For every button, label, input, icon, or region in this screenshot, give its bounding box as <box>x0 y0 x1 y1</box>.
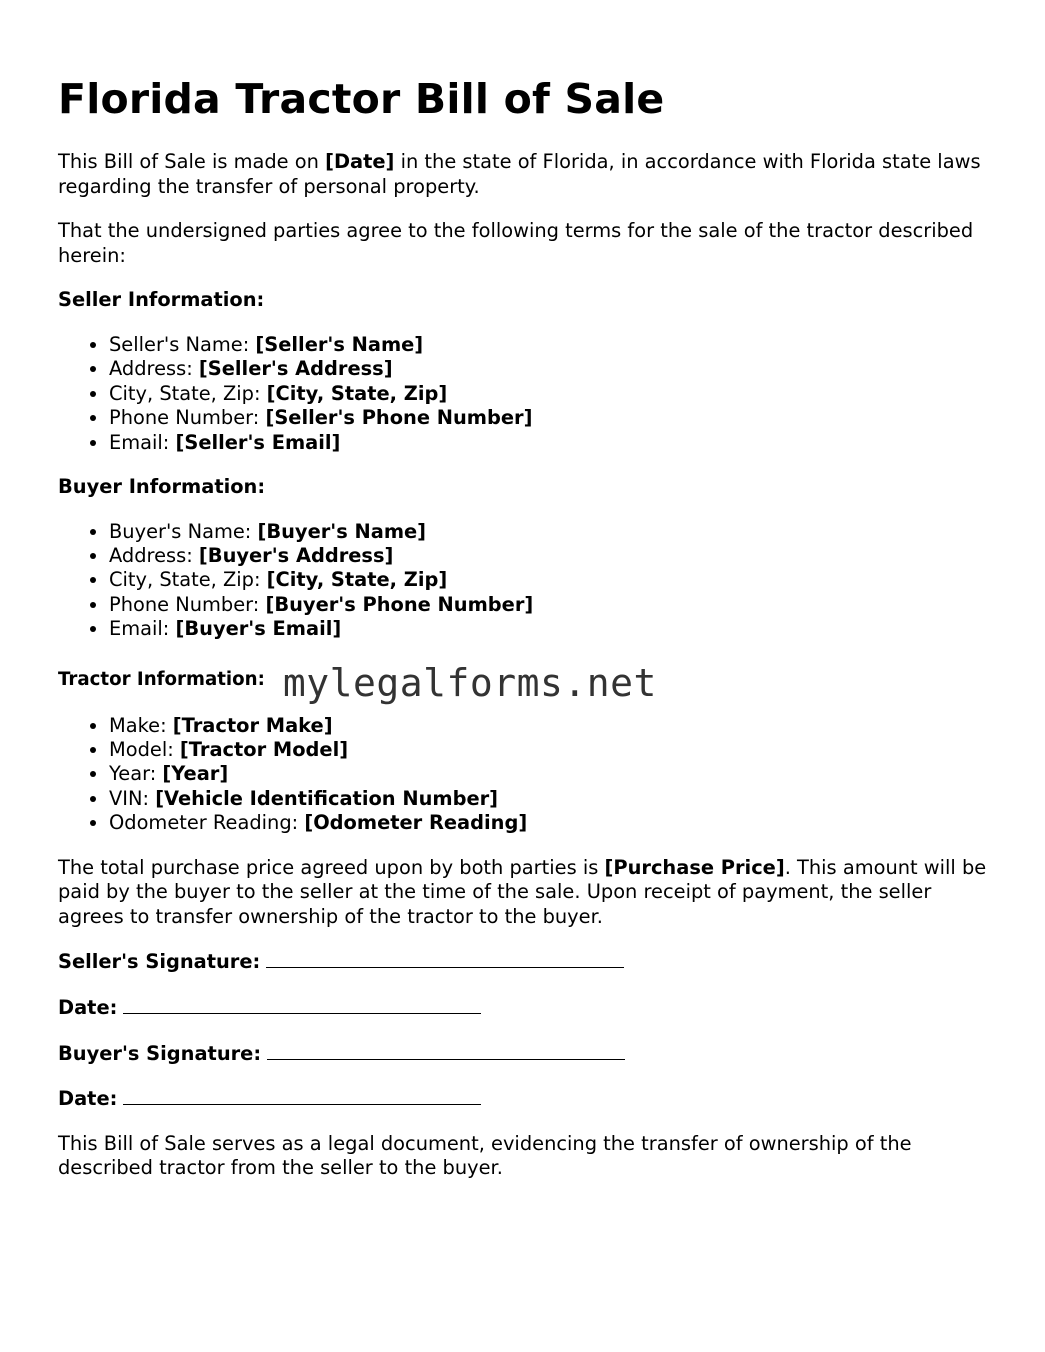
list-item <box>109 544 998 568</box>
seller-signature-label: Seller's Signature: <box>58 950 261 974</box>
list-item <box>109 382 998 406</box>
intro-date-placeholder: [Date] <box>325 150 395 173</box>
buyer-list <box>58 520 998 642</box>
list-item <box>109 357 998 381</box>
item-label: Address: <box>109 357 199 381</box>
item-label: Address: <box>109 544 199 567</box>
item-value: [Buyer's Phone Number] <box>265 592 534 616</box>
item-label: Buyer's Name: <box>109 519 258 543</box>
seller-date-line <box>58 995 998 1021</box>
item-label: City, State, Zip: <box>109 568 267 592</box>
list-item <box>109 520 998 544</box>
item-value: [Year] <box>162 762 229 786</box>
item-value: [Tractor Model] <box>179 738 349 762</box>
buyer-date-field[interactable] <box>123 1086 481 1105</box>
buyer-date-line <box>58 1086 998 1112</box>
intro-text-before: This Bill of Sale is made on <box>58 150 326 173</box>
item-label: Year: <box>109 762 163 786</box>
item-label: City, State, Zip: <box>109 381 267 405</box>
intro-text-after: in the state of Florida, in accordance with Florida state laws regarding the transfer of personal property. <box>58 150 981 198</box>
price-placeholder: [Purchase Price] <box>604 855 785 879</box>
buyer-date-label: Date: <box>58 1087 118 1111</box>
item-label: Seller's Name: <box>109 332 256 356</box>
tractor-heading-row <box>58 660 998 705</box>
seller-signature-field[interactable] <box>266 949 624 968</box>
list-item <box>109 568 998 592</box>
item-label: Email: <box>109 617 176 641</box>
document-title: Florida Tractor Bill of Sale <box>58 75 665 123</box>
tractor-list <box>58 714 998 836</box>
item-value: [Odometer Reading] <box>304 811 528 835</box>
item-label: Phone Number: <box>109 406 266 430</box>
item-label: VIN: <box>109 786 156 810</box>
price-paragraph <box>58 856 998 930</box>
list-item <box>109 333 998 357</box>
item-value: [Buyer's Address] <box>198 544 394 567</box>
list-item <box>109 787 998 811</box>
intro-paragraph <box>58 150 998 199</box>
item-label: Odometer Reading: <box>109 811 305 835</box>
buyer-signature-label: Buyer's Signature: <box>58 1041 262 1065</box>
seller-heading: Seller Information: <box>58 288 265 312</box>
list-item <box>109 406 998 430</box>
list-item <box>109 617 998 641</box>
item-value: [Seller's Address] <box>198 357 393 381</box>
list-item <box>109 714 998 738</box>
item-label: Make: <box>109 713 173 737</box>
item-value: [Tractor Make] <box>172 713 333 737</box>
document-page <box>58 74 998 1201</box>
item-value: [Seller's Name] <box>255 332 424 356</box>
buyer-heading: Buyer Information: <box>58 475 266 498</box>
item-value: [Seller's Email] <box>175 430 341 454</box>
list-item <box>109 431 998 455</box>
item-value: [Vehicle Identification Number] <box>155 786 499 810</box>
item-value: [City, State, Zip] <box>266 568 448 592</box>
agreement-paragraph: That the undersigned parties agree to the following terms for the sale of the tractor described herein: <box>58 219 974 267</box>
list-item <box>109 762 998 786</box>
seller-signature-line <box>58 949 998 975</box>
watermark: mylegalforms.net <box>282 660 657 705</box>
seller-date-label: Date: <box>58 996 118 1020</box>
item-label: Phone Number: <box>109 592 266 616</box>
item-value: [Buyer's Email] <box>175 617 342 641</box>
item-value: [City, State, Zip] <box>266 381 448 405</box>
price-text-before: The total purchase price agreed upon by both parties is <box>58 855 605 879</box>
price-text-after: . This amount will be paid by the buyer to the seller at the time of the sale. Upon receipt of payment, the seller agrees to transfer ownership of the tractor to the buyer. <box>58 855 987 928</box>
tractor-heading: Tractor Information: <box>58 669 265 691</box>
buyer-signature-line <box>58 1041 998 1067</box>
seller-list <box>58 333 998 455</box>
closing-paragraph: This Bill of Sale serves as a legal document, evidencing the transfer of ownership of the described tractor from the seller to the buyer. <box>58 1131 912 1180</box>
seller-date-field[interactable] <box>123 995 481 1014</box>
list-item <box>109 811 998 835</box>
item-value: [Seller's Phone Number] <box>265 406 533 430</box>
list-item <box>109 593 998 617</box>
item-label: Email: <box>109 430 176 454</box>
buyer-signature-field[interactable] <box>267 1041 625 1060</box>
item-label: Model: <box>109 738 180 762</box>
list-item <box>109 738 998 762</box>
item-value: [Buyer's Name] <box>257 519 427 543</box>
